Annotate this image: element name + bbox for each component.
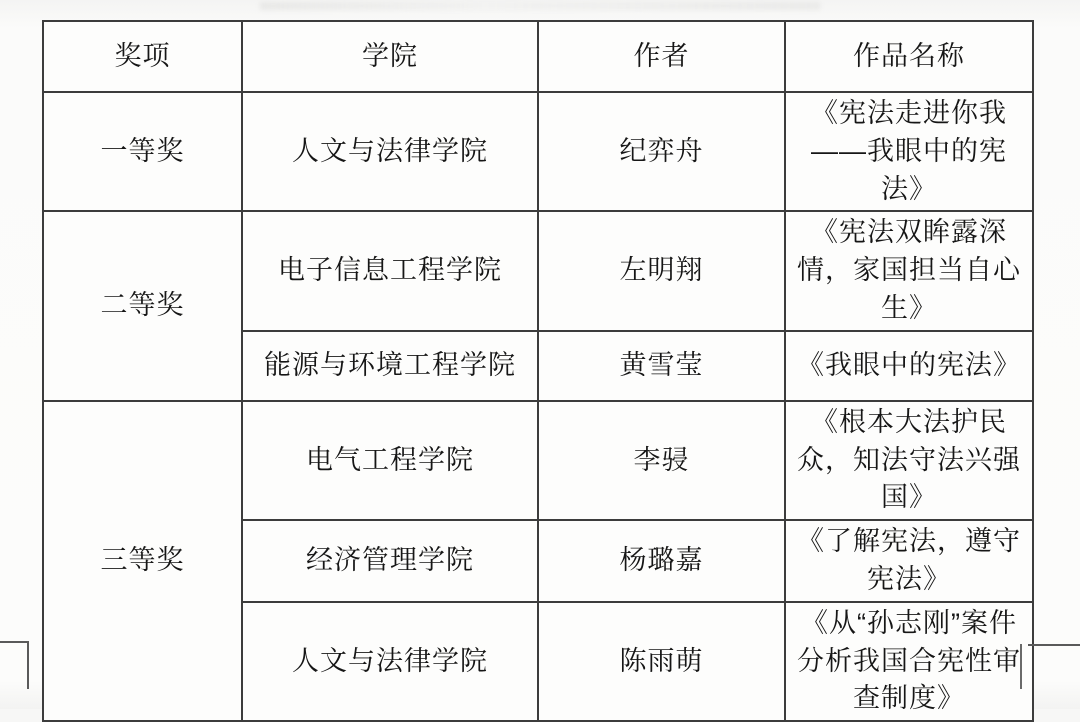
table-row — [43, 92, 1033, 211]
award-cell-second-prize: 二等奖 — [43, 211, 242, 400]
author-cell: 黄雪莹 — [538, 331, 785, 401]
college-cell: 经济管理学院 — [242, 520, 538, 602]
author-cell: 李骎 — [538, 401, 785, 520]
table-row — [43, 211, 1033, 330]
award-cell-third-prize: 三等奖 — [43, 401, 242, 721]
author-cell: 杨璐嘉 — [538, 520, 785, 602]
work-cell: 《了解宪法，遵守宪法》 — [785, 520, 1033, 602]
work-cell: 《从“孙志刚”案件分析我国合宪性审查制度》 — [785, 602, 1033, 721]
table-row — [43, 401, 1033, 520]
college-cell: 人文与法律学院 — [242, 602, 538, 721]
college-cell: 人文与法律学院 — [242, 92, 538, 211]
header-award: 奖项 — [43, 21, 242, 92]
author-cell: 陈雨萌 — [538, 602, 785, 721]
author-cell: 左明翔 — [538, 211, 785, 330]
header-author: 作者 — [538, 21, 785, 92]
college-cell: 能源与环境工程学院 — [242, 331, 538, 401]
awards-table — [42, 20, 1034, 722]
work-cell: 《我眼中的宪法》 — [785, 331, 1033, 401]
college-cell: 电子信息工程学院 — [242, 211, 538, 330]
work-cell: 《宪法双眸露深情，家国担当自心生》 — [785, 211, 1033, 330]
author-cell: 纪弈舟 — [538, 92, 785, 211]
table-header-row — [43, 21, 1033, 92]
header-college: 学院 — [242, 21, 538, 92]
work-cell: 《宪法走进你我——我眼中的宪法》 — [785, 92, 1033, 211]
award-cell-first-prize: 一等奖 — [43, 92, 242, 211]
work-cell: 《根本大法护民众，知法守法兴强国》 — [785, 401, 1033, 520]
header-work: 作品名称 — [785, 21, 1033, 92]
college-cell: 电气工程学院 — [242, 401, 538, 520]
